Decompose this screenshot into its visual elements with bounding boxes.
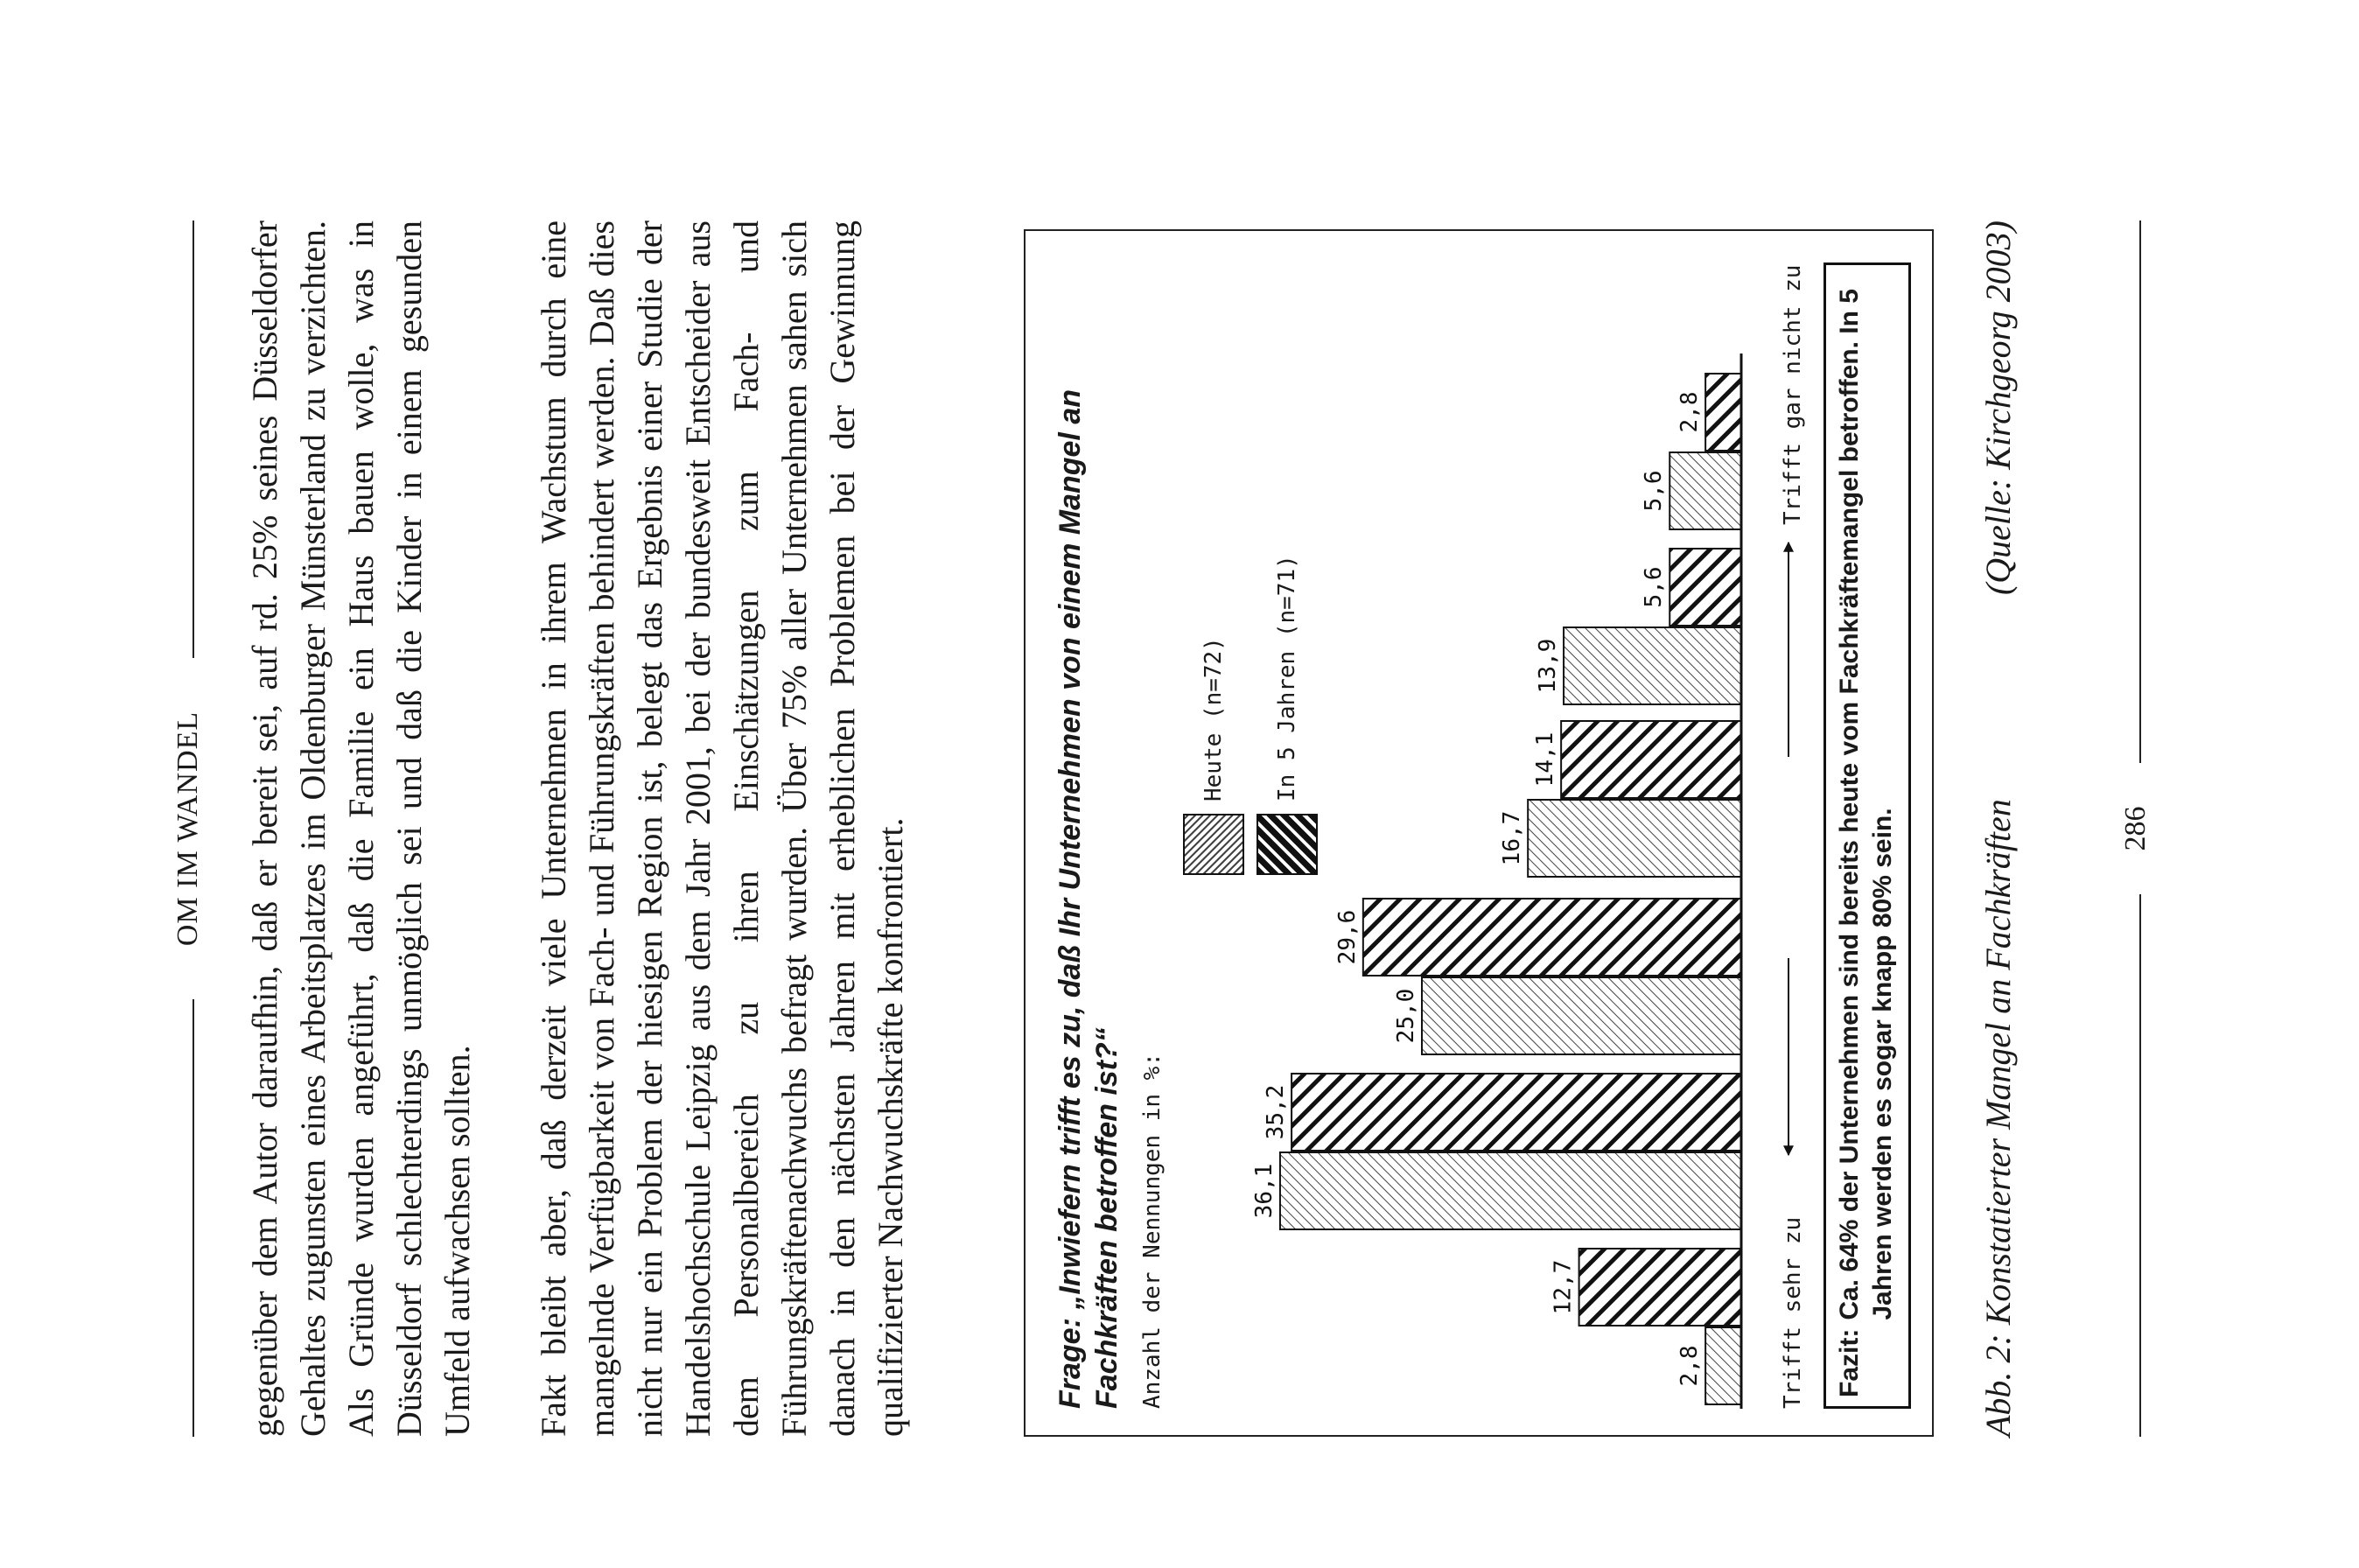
bar-5-jahre-1 — [1579, 1249, 1741, 1326]
paragraph-2: Fakt bleibt aber, daß derzeit viele Unternehmen in ihrem Wachstum durch eine mangelnde Verfügbarkeit von Fach- und Führungskräften behindert werden. Daß dies nicht nur ein Problem der hiesigen Region ist, belegt das Ergebnis einer Studie der Handelshochschule Leipzig aus dem Jahr 2001, bei der bundesweit Entscheider aus dem Personalbereich zu ihren Einschätzungen zum Fach- und Führungskräftenachwuchs befragt wurden. Über 75% aller Unternehmen sahen sich danach in den nächsten Jahren mit erheblichen Problemen bei der Gewinnung qualifizierter Nachwuchskräfte konfrontiert. — [534, 220, 910, 1437]
bars-layer — [1251, 374, 1741, 1404]
bar-heute-1 — [1705, 1327, 1741, 1404]
bar-heute-4 — [1528, 800, 1741, 877]
data-label-heute-1: 2,8 — [1676, 1345, 1704, 1387]
bar-5-jahre-5 — [1670, 549, 1741, 626]
y-axis-label: Anzahl der Nennungen in %: — [1139, 1053, 1166, 1409]
bar-5-jahre-4 — [1561, 721, 1741, 798]
bar-5-jahre-3 — [1363, 899, 1741, 976]
legend-label-5-jahre: In 5 Jahren (n=71) — [1274, 555, 1300, 802]
body-text — [241, 220, 914, 1437]
caption-source: (Quelle: Kirchgeorg 2003) — [1978, 220, 2018, 596]
axis-label-left: Trifft sehr zu — [1780, 1216, 1806, 1409]
figure-question: Frage: „Inwiefern trifft es zu, daß Ihr Unternehmen von einem Mangel an Fachkräften betroffen ist?“ — [1054, 389, 1124, 1409]
data-label-heute-3: 25,0 — [1393, 988, 1419, 1044]
data-label-5-jahre-2: 35,2 — [1263, 1084, 1290, 1140]
caption-text: Abb. 2: Konstatierter Mangel an Fachkräften — [1978, 799, 2018, 1437]
bar-heute-2 — [1280, 1152, 1741, 1229]
legend-swatch-dark — [1256, 814, 1318, 875]
running-header — [166, 220, 219, 1437]
bar-heute-5 — [1564, 627, 1741, 704]
data-label-heute-4: 16,7 — [1499, 810, 1526, 866]
fazit-text: Ca. 64% der Unternehmen sind bereits heute vom Fachkräftemangel betroffen. In 5 Jahren werden es sogar knapp 80% sein. — [1835, 289, 1897, 1320]
data-label-5-jahre-6: 2,8 — [1676, 391, 1704, 433]
data-label-heute-5: 13,9 — [1535, 638, 1562, 694]
data-label-heute-2: 36,1 — [1250, 1163, 1278, 1219]
page-footer — [2118, 220, 2161, 1437]
figure-frame — [1024, 229, 1934, 1437]
legend-label-heute: Heute (n=72) — [1200, 637, 1227, 802]
data-label-5-jahre-5: 5,6 — [1641, 566, 1668, 608]
axis-label-right: Trifft gar nicht zu — [1780, 264, 1806, 525]
legend-item-heute — [1183, 555, 1244, 875]
bar-5-jahre-6 — [1705, 374, 1741, 451]
header-rule-right — [192, 220, 194, 658]
legend-item-5-jahre — [1256, 555, 1318, 875]
data-label-heute-6: 5,6 — [1641, 470, 1668, 512]
bar-5-jahre-2 — [1292, 1074, 1741, 1151]
fazit-box — [1824, 262, 1911, 1409]
bar-heute-6 — [1670, 452, 1741, 529]
page-number: 286 — [2119, 806, 2152, 851]
data-label-5-jahre-1: 12,7 — [1550, 1259, 1577, 1315]
legend — [1183, 555, 1330, 875]
data-label-5-jahre-3: 29,6 — [1334, 909, 1361, 965]
fazit-label: Fazit: — [1835, 1328, 1864, 1397]
legend-swatch-light — [1183, 814, 1244, 875]
running-title: OM IM WANDEL — [172, 710, 204, 947]
footer-rule-right — [2139, 220, 2141, 763]
bar-heute-3 — [1422, 977, 1741, 1054]
data-label-5-jahre-4: 14,1 — [1532, 732, 1559, 788]
paragraph-1: gegenüber dem Autor daraufhin, daß er bereit sei, auf rd. 25% seines Düsseldorfer Gehaltes zugunsten eines Arbeitsplatzes im Oldenburger Münsterland zu verzichten. Als Gründe wurden angeführt, daß die Familie ein Haus bauen wolle, was in Düsseldorf schlechterdings unmöglich sei und daß die Kinder in einem gesunden Umfeld aufwachsen sollten. — [245, 220, 477, 1437]
figure-caption — [1978, 220, 2019, 1437]
